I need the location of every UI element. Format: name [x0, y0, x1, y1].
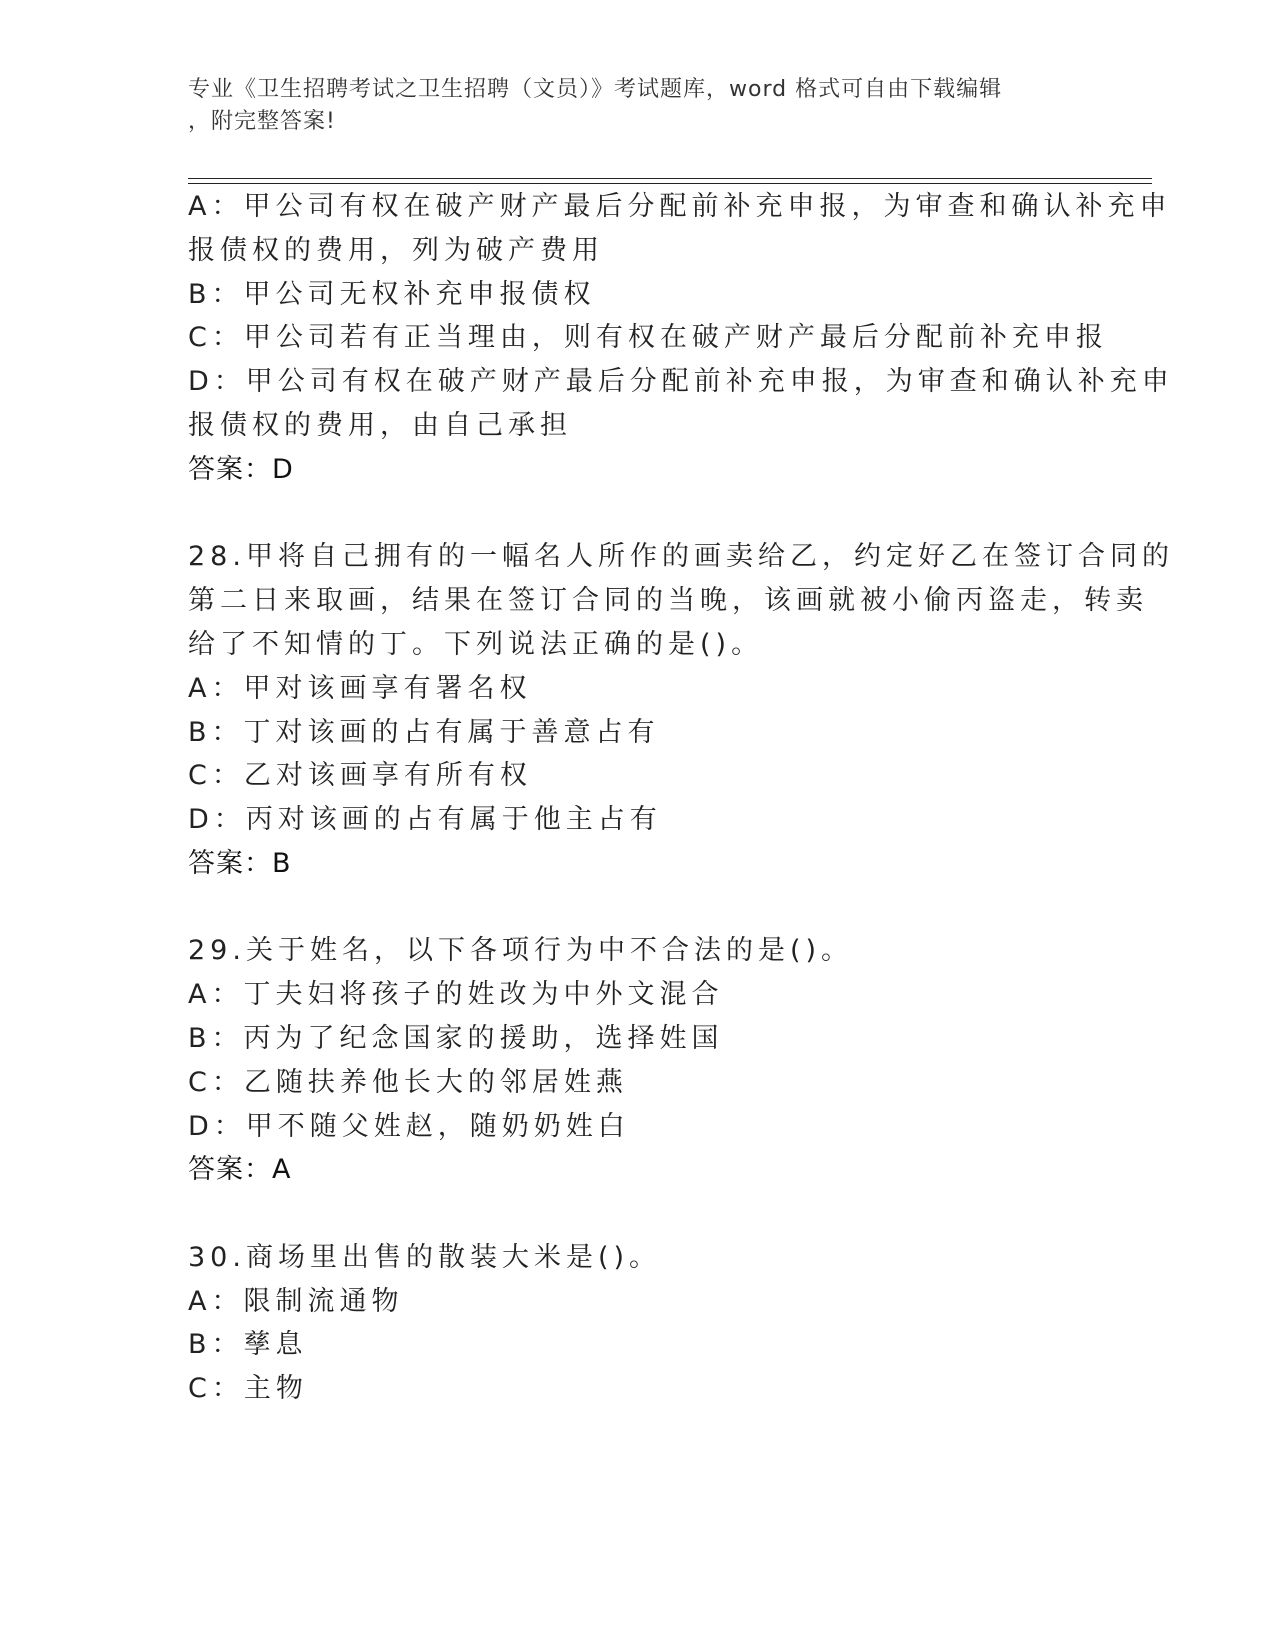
header-line-2: ，附完整答案! — [188, 109, 336, 134]
q27-option-a-line-2: 报债权的费用，列为破产费用 — [188, 235, 604, 266]
header-divider-top — [188, 178, 1152, 179]
q30-option-c: C：主物 — [188, 1373, 308, 1404]
q30-stem: 30.商场里出售的散装大米是()。 — [188, 1242, 662, 1273]
q27-option-d-line-1: D：甲公司有权在破产财产最后分配前补充申报，为审查和确认补充申 — [188, 366, 1174, 397]
q27-option-a-line-1: A：甲公司有权在破产财产最后分配前补充申报，为审查和确认补充申 — [188, 191, 1172, 222]
q29-option-b: B：丙为了纪念国家的援助，选择姓国 — [188, 1023, 724, 1054]
header-divider-bottom — [188, 183, 1152, 184]
q28-option-b: B：丁对该画的占有属于善意占有 — [188, 717, 660, 748]
document-header — [188, 74, 1068, 138]
q28-option-a: A：甲对该画享有署名权 — [188, 673, 532, 704]
q27-answer: 答案：D — [188, 454, 294, 485]
q27-option-d-line-2: 报债权的费用，由自己承担 — [188, 410, 572, 441]
q27-option-c: C：甲公司若有正当理由，则有权在破产财产最后分配前补充申报 — [188, 322, 1108, 353]
q29-stem: 29.关于姓名，以下各项行为中不合法的是()。 — [188, 935, 854, 966]
q28-stem-line-1: 28.甲将自己拥有的一幅名人所作的画卖给乙，约定好乙在签订合同的 — [188, 541, 1174, 572]
q28-option-c: C：乙对该画享有所有权 — [188, 760, 532, 791]
q28-option-d: D：丙对该画的占有属于他主占有 — [188, 804, 662, 835]
q27-option-b: B：甲公司无权补充申报债权 — [188, 279, 596, 310]
q30-option-b: B：孳息 — [188, 1329, 308, 1360]
q28-answer: 答案：B — [188, 848, 292, 879]
q28-stem-line-3: 给了不知情的丁。下列说法正确的是()。 — [188, 629, 764, 660]
q29-answer: 答案：A — [188, 1154, 292, 1185]
q29-option-a: A：丁夫妇将孩子的姓改为中外文混合 — [188, 979, 724, 1010]
q30-option-a: A：限制流通物 — [188, 1286, 404, 1317]
q29-option-c: C：乙随扶养他长大的邻居姓燕 — [188, 1067, 628, 1098]
header-line-1: 专业《卫生招聘考试之卫生招聘（文员）》考试题库，word 格式可自由下载编辑 — [188, 77, 1003, 102]
q28-stem-line-2: 第二日来取画，结果在签订合同的当晚，该画就被小偷丙盗走，转卖 — [188, 585, 1148, 616]
q29-option-d: D：甲不随父姓赵，随奶奶姓白 — [188, 1111, 630, 1142]
